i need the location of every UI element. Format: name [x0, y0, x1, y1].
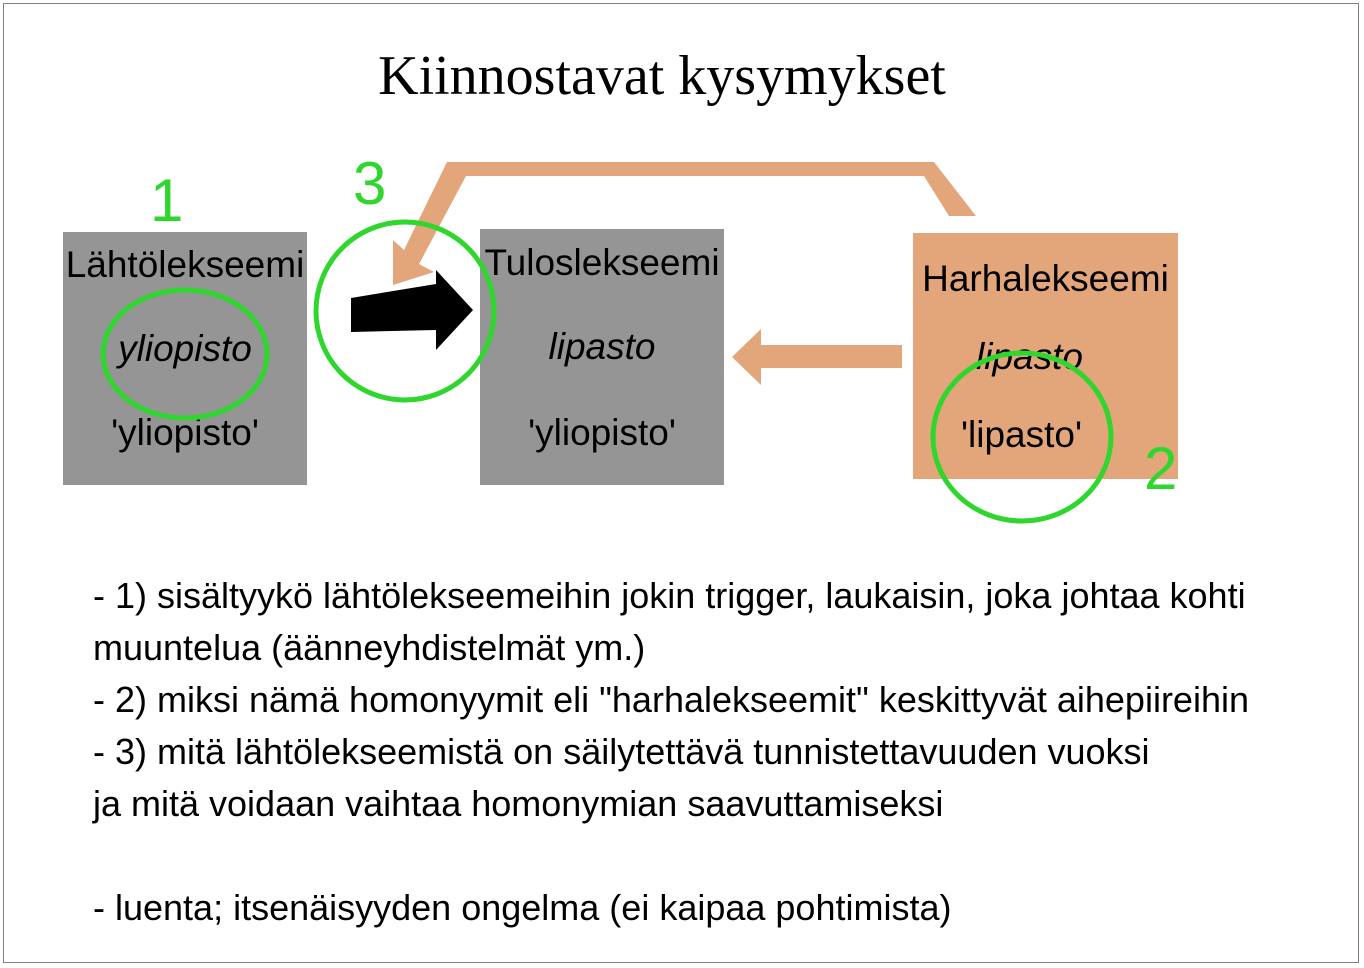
- question-line: [93, 830, 1293, 882]
- target-heading: Tuloslekseemi: [484, 242, 720, 283]
- question-line: muuntelua (äänneyhdistelmät ym.): [93, 627, 646, 668]
- distractor-heading: Harhalekseemi: [922, 258, 1169, 299]
- question-line: - 2) miksi nämä homonyymit eli "harhalekseemit" keskittyvät aihepiireihin: [93, 679, 1249, 720]
- question-line: ja mitä voidaan vaihtaa homonymian saavuttamiseksi: [93, 783, 944, 824]
- marker-circle-2: [933, 353, 1111, 521]
- source-word: yliopisto: [118, 328, 252, 369]
- question-line: - luenta; itsenäisyyden ongelma (ei kaipaa pohtimista): [93, 887, 952, 928]
- question-list: [93, 570, 1293, 934]
- distractor-word: lipasto: [976, 336, 1083, 377]
- source-meaning: 'yliopisto': [111, 412, 259, 453]
- source-heading: Lähtölekseemi: [65, 244, 305, 285]
- marker-number-3: 3: [353, 150, 387, 217]
- black-transform-arrow: [351, 270, 473, 350]
- marker-number-2: 2: [1144, 435, 1178, 502]
- slide-title: Kiinnostavat kysymykset: [378, 45, 946, 107]
- orange-distractor-arrow: [732, 329, 902, 385]
- target-word: lipasto: [548, 326, 656, 367]
- target-meaning: 'yliopisto': [528, 412, 676, 453]
- distractor-meaning: 'lipasto': [960, 414, 1083, 455]
- question-line: - 3) mitä lähtölekseemistä on säilytettävä tunnistettavuuden vuoksi: [93, 731, 1150, 772]
- slide-frame: [3, 3, 1359, 963]
- question-line: - 1) sisältyykö lähtölekseemeihin jokin trigger, laukaisin, joka johtaa kohti: [93, 575, 1246, 616]
- marker-circle-1: [103, 290, 267, 418]
- marker-number-1: 1: [150, 167, 184, 234]
